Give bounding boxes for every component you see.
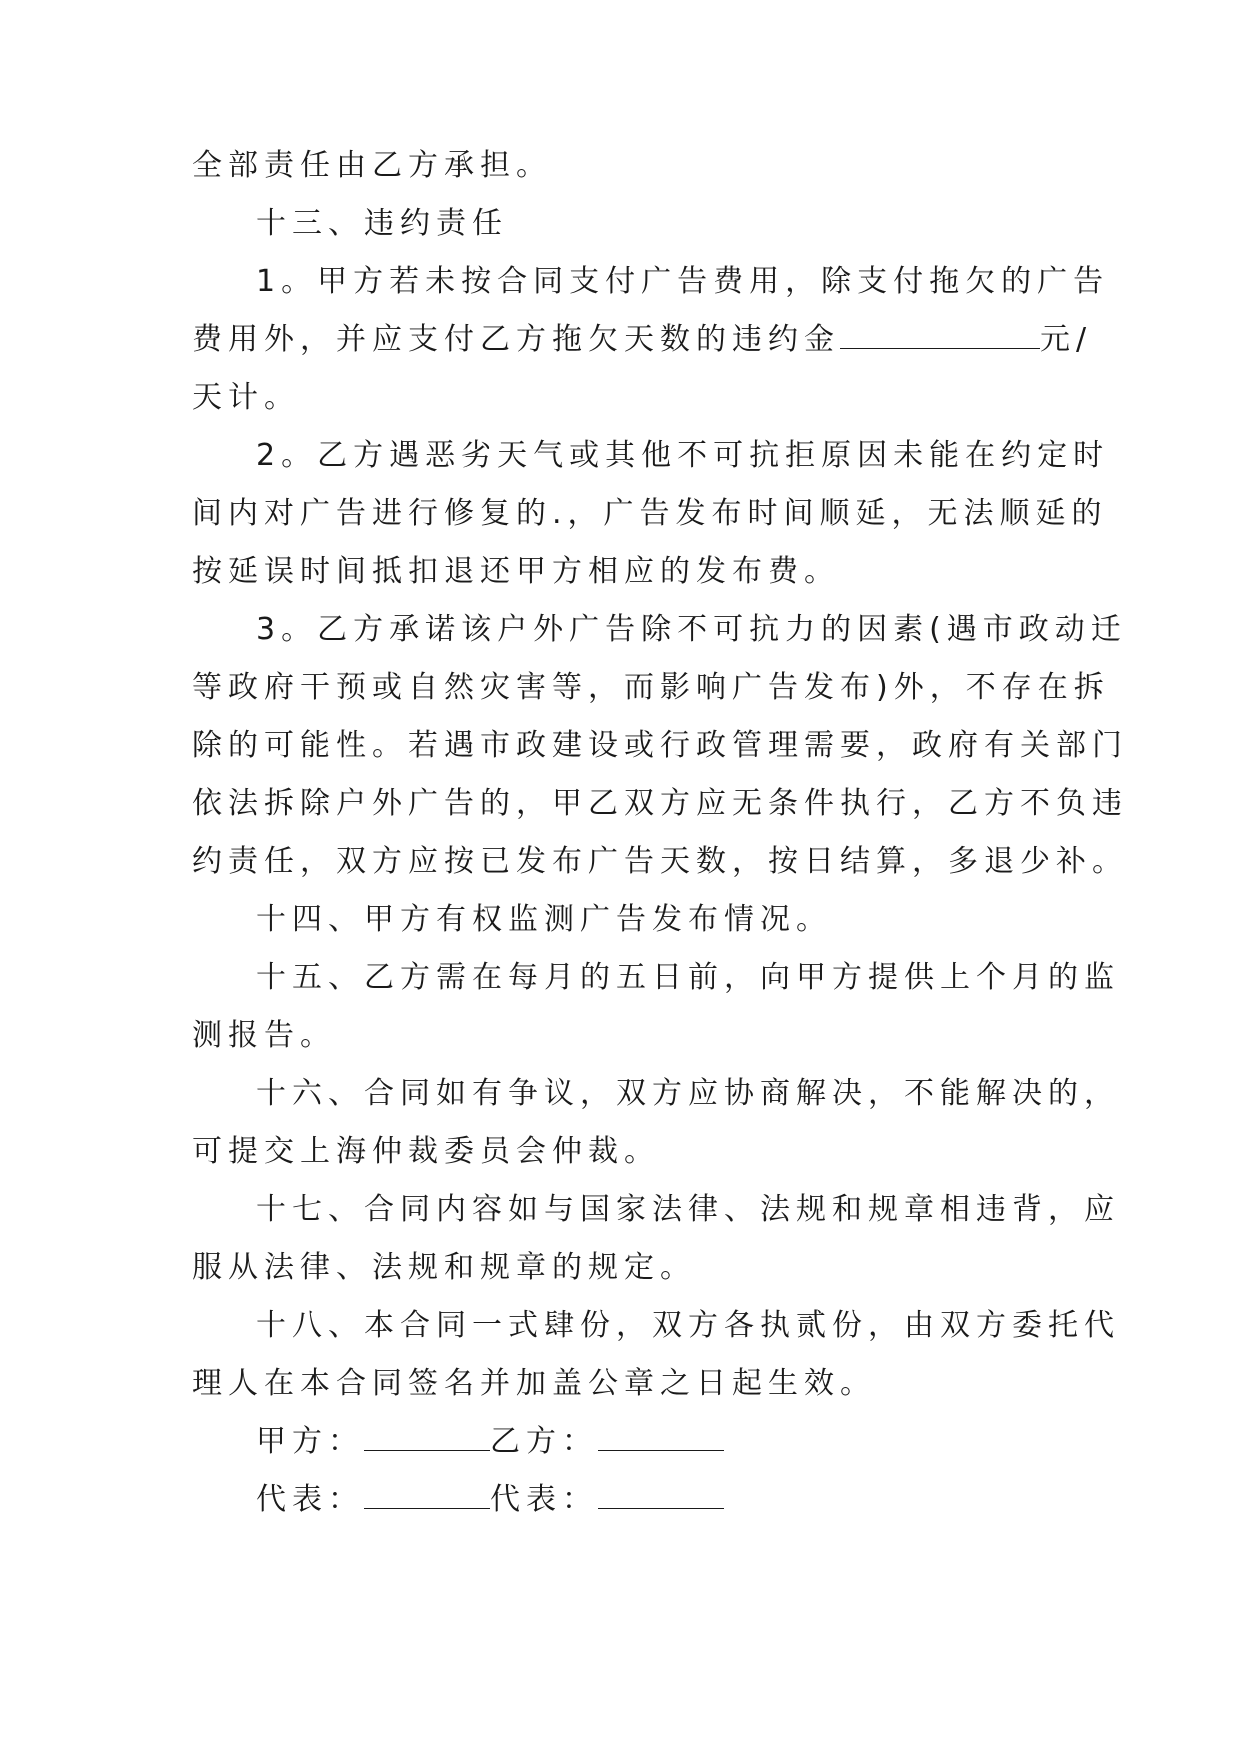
party-b-label: 乙方： bbox=[490, 1424, 598, 1459]
paragraph-line: 十八、本合同一式肆份，双方各执贰份，由双方委托代 bbox=[256, 1308, 1120, 1343]
section-heading: 十三、违约责任 bbox=[256, 206, 508, 241]
paragraph-line: 十五、乙方需在每月的五日前，向甲方提供上个月的监 bbox=[256, 960, 1120, 995]
paragraph-line: 约责任，双方应按已发布广告天数，按日结算，多退少补。 bbox=[192, 844, 1128, 879]
paragraph-line: 3。乙方承诺该户外广告除不可抗力的因素(遇市政动迁 bbox=[256, 612, 1127, 647]
signature-line-parties bbox=[192, 1413, 1072, 1471]
paragraph-line: 天计。 bbox=[192, 380, 300, 415]
paragraph-line: 理人在本合同签名并加盖公章之日起生效。 bbox=[192, 1366, 876, 1401]
paragraph-line: 全部责任由乙方承担。 bbox=[192, 148, 552, 183]
party-a-label: 甲方： bbox=[256, 1424, 364, 1459]
paragraph-line: 依法拆除户外广告的，甲乙双方应无条件执行，乙方不负违 bbox=[192, 786, 1128, 821]
paragraph-line: 等政府干预或自然灾害等，而影响广告发布)外，不存在拆 bbox=[192, 670, 1110, 705]
paragraph-line: 除的可能性。若遇市政建设或行政管理需要，政府有关部门 bbox=[192, 728, 1128, 763]
rep-b-blank bbox=[598, 1472, 724, 1509]
rep-a-blank bbox=[364, 1472, 490, 1509]
party-a-blank bbox=[364, 1414, 490, 1451]
rep-b-label: 代表： bbox=[490, 1482, 598, 1517]
paragraph-line: 可提交上海仲裁委员会仲裁。 bbox=[192, 1134, 660, 1169]
paragraph-line: 测报告。 bbox=[192, 1018, 336, 1053]
document-body bbox=[192, 137, 1128, 1529]
paragraph-line: 按延误时间抵扣退还甲方相应的发布费。 bbox=[192, 554, 840, 589]
paragraph-text: 费用外，并应支付乙方拖欠天数的违约金 bbox=[192, 322, 840, 357]
paragraph-line: 间内对广告进行修复的.，广告发布时间顺延，无法顺延的 bbox=[192, 496, 1108, 531]
paragraph-line: 1。甲方若未按合同支付广告费用，除支付拖欠的广告 bbox=[256, 264, 1110, 299]
paragraph-line: 2。乙方遇恶劣天气或其他不可抗拒原因未能在约定时 bbox=[256, 438, 1110, 473]
paragraph-line-with-blank bbox=[192, 311, 1093, 369]
paragraph-line: 十七、合同内容如与国家法律、法规和规章相违背，应 bbox=[256, 1192, 1120, 1227]
rep-a-label: 代表： bbox=[256, 1482, 364, 1517]
section-heading: 十四、甲方有权监测广告发布情况。 bbox=[256, 902, 832, 937]
party-b-blank bbox=[598, 1414, 724, 1451]
fill-in-blank bbox=[840, 312, 1040, 349]
signature-line-representatives bbox=[192, 1471, 1072, 1529]
paragraph-line: 服从法律、法规和规章的规定。 bbox=[192, 1250, 696, 1285]
paragraph-line: 十六、合同如有争议，双方应协商解决，不能解决的， bbox=[256, 1076, 1120, 1111]
paragraph-text: 元/ bbox=[1040, 322, 1093, 357]
